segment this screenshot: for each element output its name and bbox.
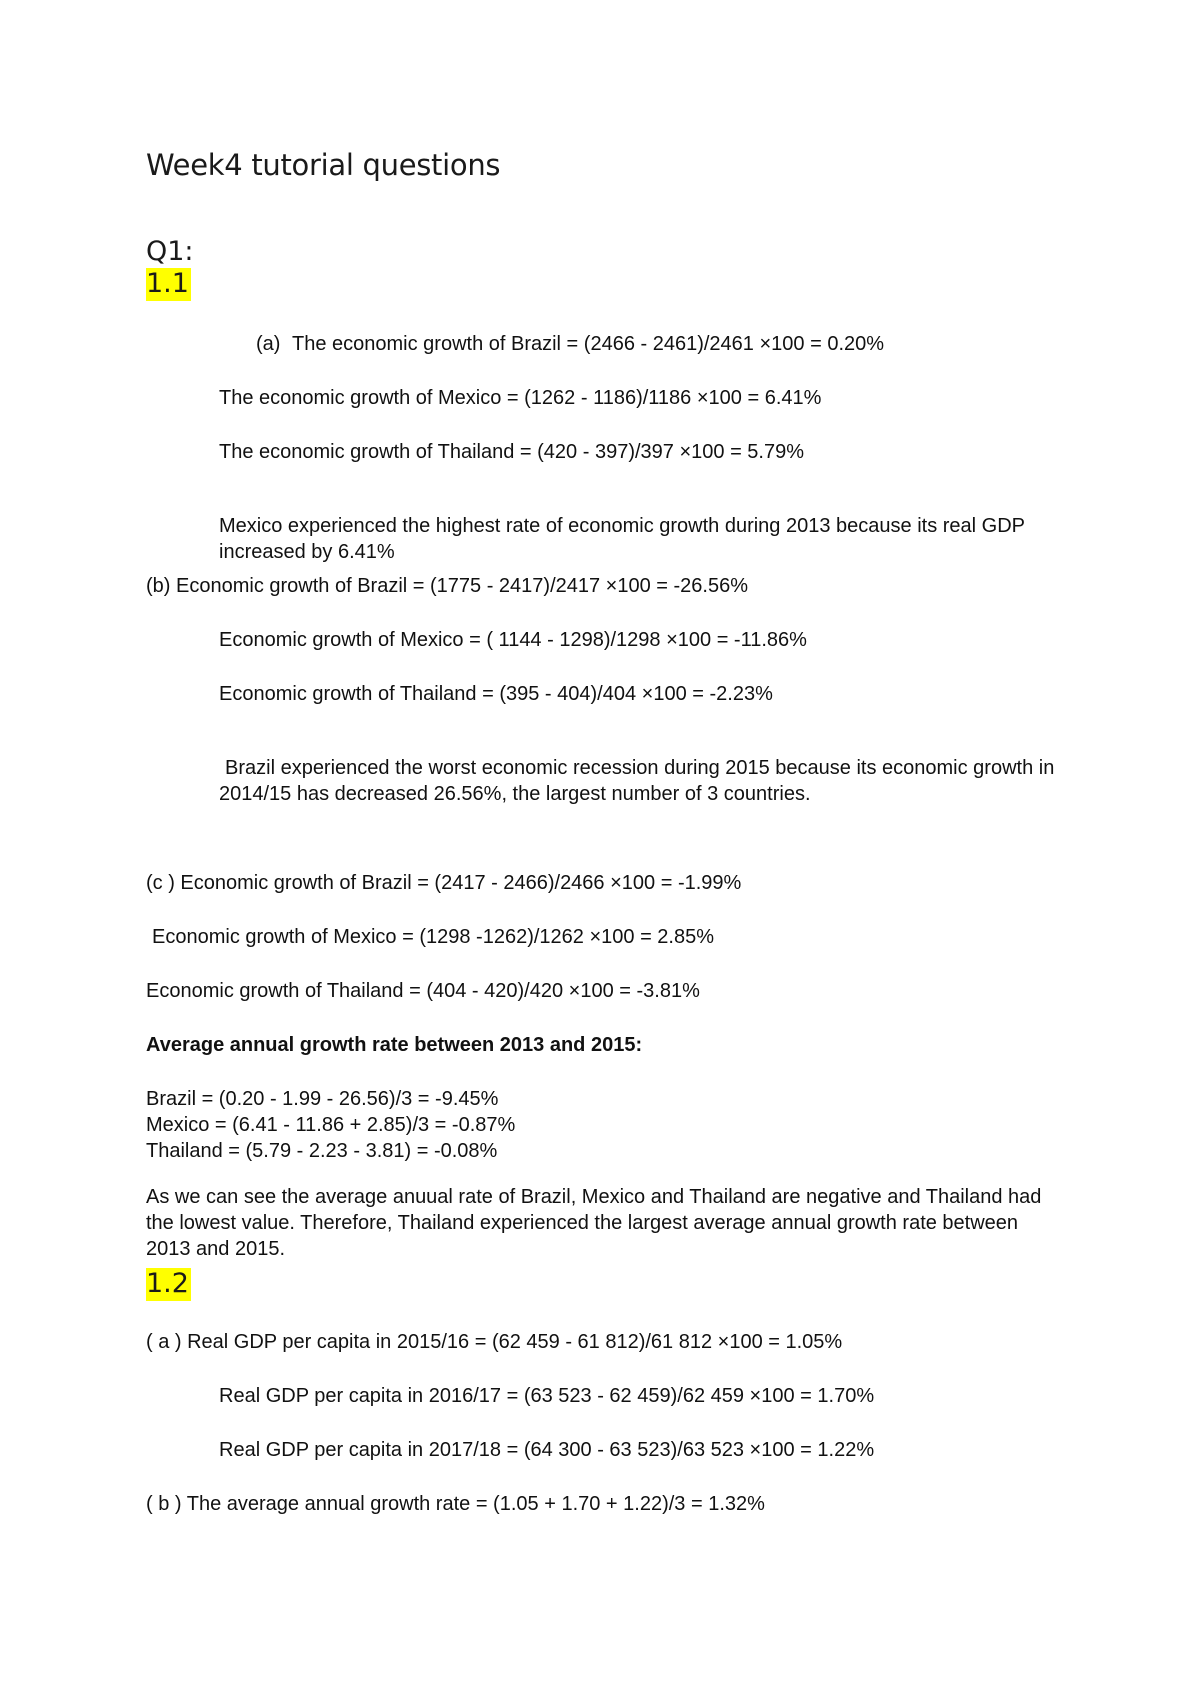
part-a-line-mexico: The economic growth of Mexico = (1262 - 1186)/1186 ×100 = 6.41% [219,387,822,409]
part-1-2-a-line-2015-16: ( a ) Real GDP per capita in 2015/16 = (62 459 - 61 812)/61 812 ×100 = 1.05% [146,1331,843,1353]
part-b-line-brazil: (b) Economic growth of Brazil = (1775 - 2417)/2417 ×100 = -26.56% [146,575,749,597]
section-1-1-highlight: 1.1 [146,268,189,299]
section-1-1-label [146,268,191,299]
part-a-line-thailand: The economic growth of Thailand = (420 - 397)/397 ×100 = 5.79% [219,441,805,463]
part-1-2-b-line: ( b ) The average annual growth rate = (1.05 + 1.70 + 1.22)/3 = 1.32% [146,1493,765,1515]
average-line-mexico: Mexico = (6.41 - 11.86 + 2.85)/3 = -0.87% [146,1114,516,1136]
average-line-thailand: Thailand = (5.79 - 2.23 - 3.81) = -0.08% [146,1140,498,1162]
section-1-2-label [146,1268,191,1299]
part-b-line-mexico: Economic growth of Mexico = ( 1144 - 1298)/1298 ×100 = -11.86% [219,629,807,651]
q1-heading: Q1: [146,236,194,267]
average-line-brazil: Brazil = (0.20 - 1.99 - 26.56)/3 = -9.45% [146,1088,499,1110]
part-1-2-a-line-2017-18: Real GDP per capita in 2017/18 = (64 300 - 63 523)/63 523 ×100 = 1.22% [219,1439,875,1461]
part-a-conclusion: Mexico experienced the highest rate of economic growth during 2013 because its real GDP increased by 6.41% [219,515,1025,563]
part-a-prefix: (a) [256,333,281,355]
part-1-2-a-line-2016-17: Real GDP per capita in 2016/17 = (63 523 - 62 459)/62 459 ×100 = 1.70% [219,1385,875,1407]
document-title: Week4 tutorial questions [146,148,501,182]
part-b-line-thailand: Economic growth of Thailand = (395 - 404)/404 ×100 = -2.23% [219,683,773,705]
part-b-conclusion: Brazil experienced the worst economic recession during 2015 because its economic growth in 2014/15 has decreased 26.56%, the largest number of 3 countries. [219,757,1055,805]
average-heading: Average annual growth rate between 2013 and 2015: [146,1034,643,1056]
section-1-2-highlight: 1.2 [146,1268,189,1299]
part-c-line-thailand: Economic growth of Thailand = (404 - 420)/420 ×100 = -3.81% [146,980,700,1002]
average-conclusion: As we can see the average anuual rate of Brazil, Mexico and Thailand are negative and Thailand had the lowest value. Therefore, Thailand experienced the largest average annual growth rate between 2013 and 2015. [146,1186,1042,1260]
part-a-line-brazil: The economic growth of Brazil = (2466 - 2461)/2461 ×100 = 0.20% [292,333,885,355]
part-c-line-mexico: Economic growth of Mexico = (1298 -1262)/1262 ×100 = 2.85% [152,926,715,948]
part-c-line-brazil: (c ) Economic growth of Brazil = (2417 - 2466)/2466 ×100 = -1.99% [146,872,742,894]
